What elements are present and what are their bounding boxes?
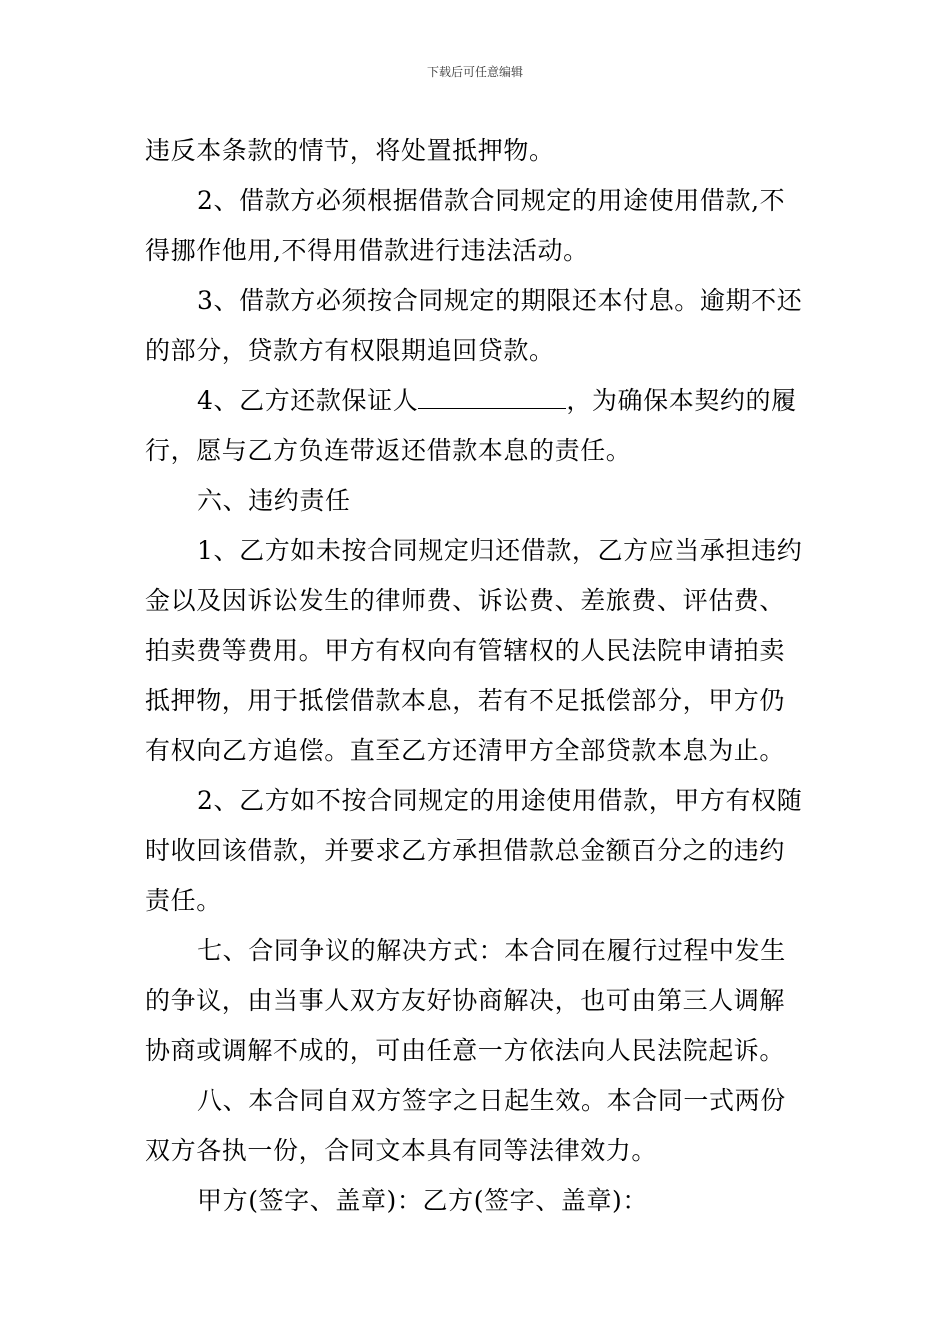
- text-line: 行，愿与乙方负连带返还借款本息的责任。: [145, 436, 632, 465]
- text-line: 抵押物，用于抵偿借款本息，若有不足抵偿部分，甲方仍: [145, 686, 786, 715]
- text-line: 得挪作他用,不得用借款进行违法活动。: [145, 236, 589, 265]
- text-line: 金以及因诉讼发生的律师费、诉讼费、差旅费、评估费、: [145, 586, 786, 615]
- text-fragment: ，为确保本契约的履: [566, 386, 797, 415]
- page-header-note: 下载后可任意编辑: [426, 65, 523, 79]
- text-line: 时收回该借款，并要求乙方承担借款总金额百分之的违约: [145, 836, 786, 865]
- text-line: 六、违约责任: [197, 486, 351, 515]
- text-line: 七、合同争议的解决方式：本合同在履行过程中发生: [197, 936, 786, 965]
- text-line: 有权向乙方追偿。直至乙方还清甲方全部贷款本息为止。: [145, 736, 786, 765]
- paragraph-clause-2: [145, 176, 805, 276]
- paragraph-breach-2: [145, 776, 805, 926]
- text-line: 违反本条款的情节，将处置抵押物。: [145, 136, 555, 165]
- text-line: [145, 376, 805, 426]
- paragraph-continuation: [145, 126, 805, 176]
- paragraph-clause-3: [145, 276, 805, 376]
- text-line: 的部分，贷款方有权限期追回贷款。: [145, 336, 555, 365]
- paragraph-dispute-resolution: [145, 926, 805, 1076]
- text-fragment: 4、乙方还款保证人: [197, 386, 419, 415]
- text-line: 3、借款方必须按合同规定的期限还本付息。逾期不还: [197, 286, 803, 315]
- document-body: [145, 126, 805, 1226]
- paragraph-clause-4: [145, 376, 805, 476]
- text-line: 协商或调解不成的，可由任意一方依法向人民法院起诉。: [145, 1036, 786, 1065]
- text-line: 责任。: [145, 886, 222, 915]
- fill-in-blank: [418, 386, 566, 409]
- text-line: 2、借款方必须根据借款合同规定的用途使用借款,不: [197, 186, 786, 215]
- text-line: 双方各执一份，合同文本具有同等法律效力。: [145, 1136, 658, 1165]
- signature-line: [145, 1176, 805, 1226]
- text-line: 2、乙方如不按合同规定的用途使用借款，甲方有权随: [197, 786, 803, 815]
- section-heading-breach: [145, 476, 805, 526]
- text-line: 甲方(签字、盖章)：乙方(签字、盖章)：: [197, 1186, 649, 1215]
- paragraph-effectiveness: [145, 1076, 805, 1176]
- paragraph-breach-1: [145, 526, 805, 776]
- text-line: 拍卖费等费用。甲方有权向有管辖权的人民法院申请拍卖: [145, 636, 786, 665]
- text-line: 的争议，由当事人双方友好协商解决，也可由第三人调解: [145, 986, 786, 1015]
- text-line: 1、乙方如未按合同规定归还借款，乙方应当承担违约: [197, 536, 803, 565]
- text-line: 八、本合同自双方签字之日起生效。本合同一式两份: [197, 1086, 786, 1115]
